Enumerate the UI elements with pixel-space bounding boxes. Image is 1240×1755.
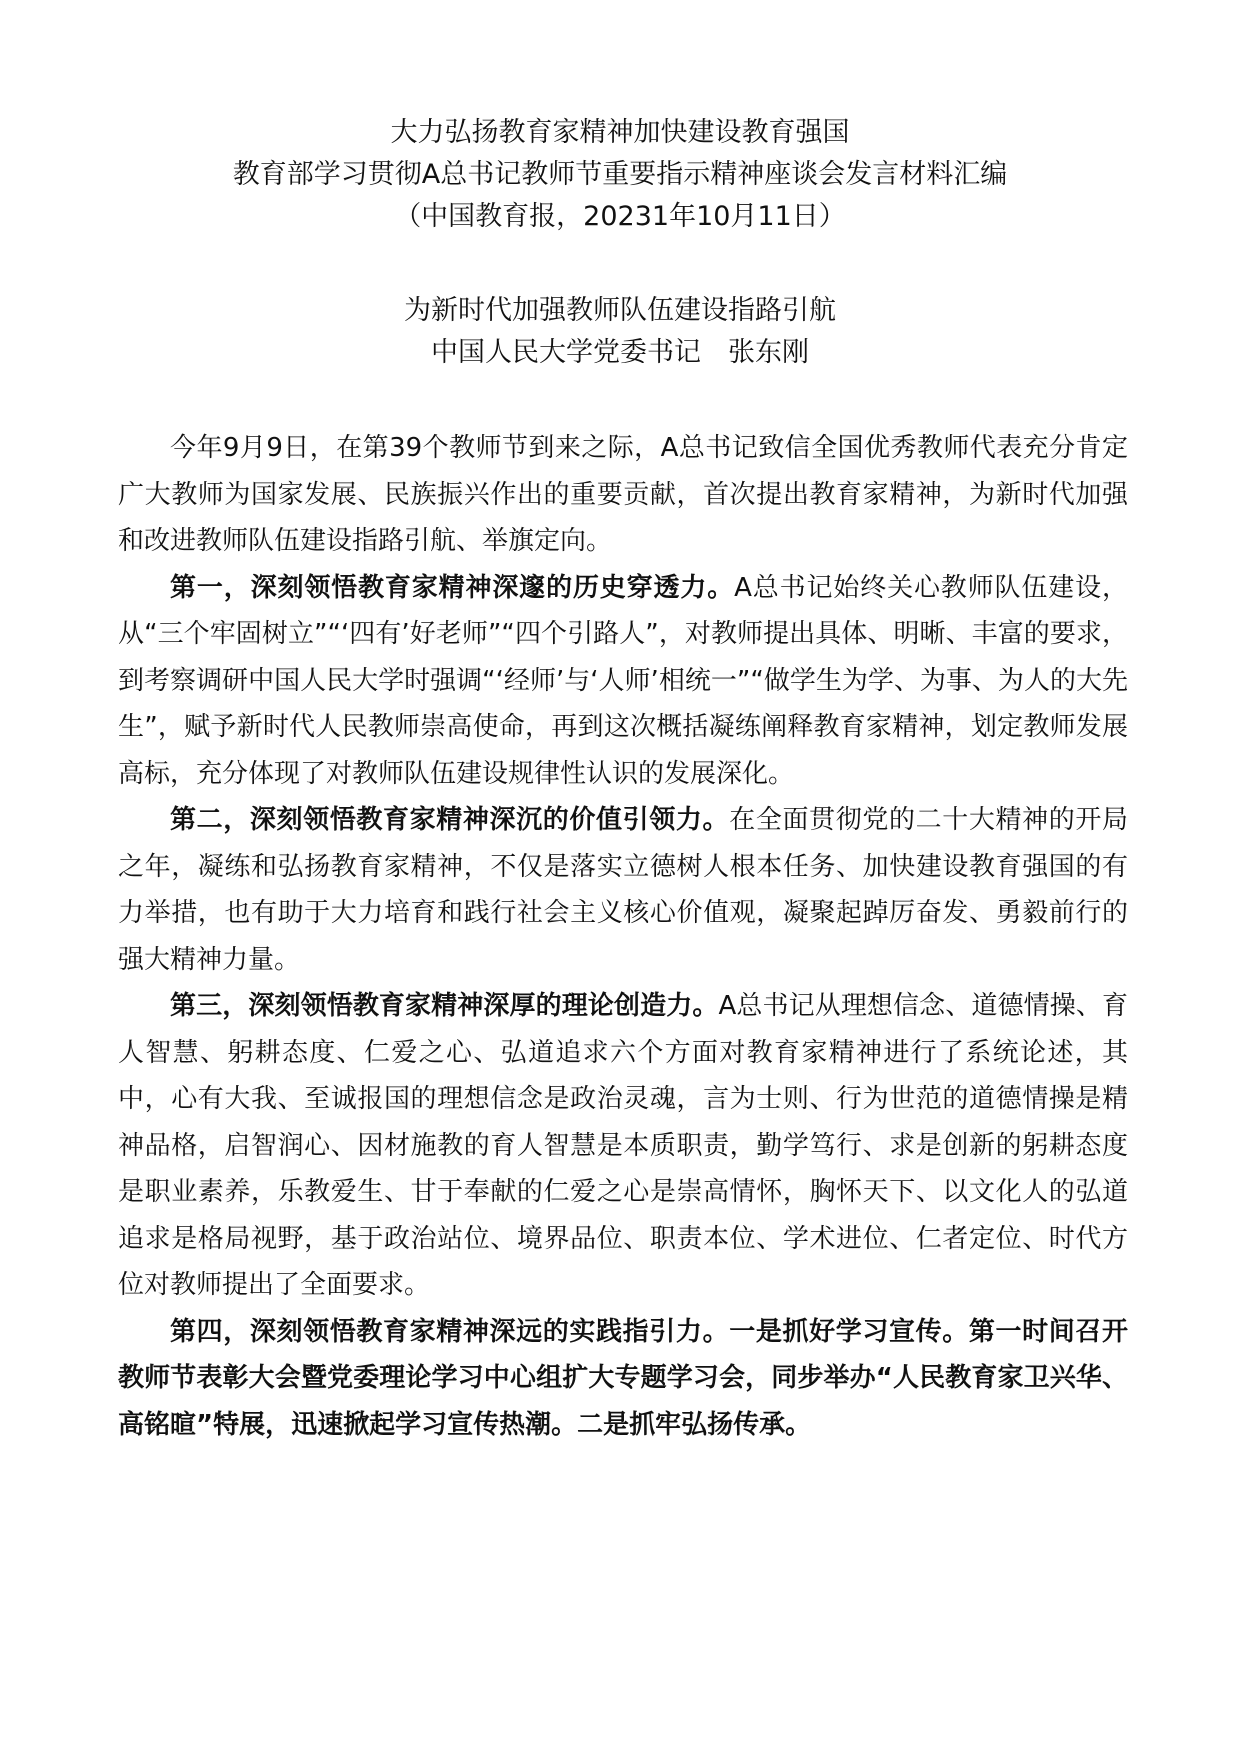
article-body — [118, 425, 1128, 1448]
document-subtitle: 教育部学习贯彻A总书记教师节重要指示精神座谈会发言材料汇编 — [232, 159, 1008, 190]
point-three-heading: 第三，深刻领悟教育家精神深厚的理论创造力。 — [170, 991, 719, 1021]
point-two-heading: 第二，深刻领悟教育家精神深沉的价值引领力。 — [170, 805, 730, 835]
document-title: 大力弘扬教育家精神加快建设教育强国 — [390, 117, 850, 148]
point-two-text: 在全面贯彻党的二十大精神的开局之年，凝练和弘扬教育家精神，不仅是落实立德树人根本任务、加快建设教育强国的有力举措，也有助于大力培育和践行社会主义核心价值观，凝聚起踔厉奋发、勇毅前行的强大精神力量。 — [118, 805, 1128, 975]
point-one-heading: 第一，深刻领悟教育家精神深邃的历史穿透力。 — [170, 572, 735, 603]
point-one-text: A总书记始终关心教师队伍建设，从“三个牢固树立”“‘四有’好老师”“四个引路人”，对教师提出具体、明晰、丰富的要求，到考察调研中国人民大学时强调“‘经师’与‘人师’相统一”“做学生为学、为事、为人的大先生”，赋予新时代人民教师崇高使命，再到这次概括凝练阐释教育家精神，划定教师发展高标，充分体现了对教师队伍建设规律性认识的发展深化。 — [118, 572, 1128, 789]
article-title: 为新时代加强教师队伍建设指路引航 — [404, 295, 836, 326]
point-three-text: A总书记从理想信念、道德情操、育人智慧、躬耕态度、仁爱之心、弘道追求六个方面对教育家精神进行了系统论述，其中，心有大我、至诚报国的理想信念是政治灵魂，言为士则、行为世范的道德情操是精神品格，启智润心、因材施教的育人智慧是本质职责，勤学笃行、求是创新的躬耕态度是职业素养，乐教爱生、甘于奉献的仁爱之心是崇高情怀，胸怀天下、以文化人的弘道追求是格局视野，基于政治站位、境界品位、职责本位、学术进位、仁者定位、时代方位对教师提出了全面要求。 — [118, 991, 1128, 1300]
point-three-paragraph — [118, 983, 1128, 1309]
article-author: 中国人民大学党委书记 张东刚 — [431, 337, 809, 368]
point-one-paragraph — [118, 565, 1128, 798]
point-two-paragraph — [118, 797, 1128, 983]
point-four-paragraph: 第四，深刻领悟教育家精神深远的实践指引力。一是抓好学习宣传。第一时间召开教师节表彰大会暨党委理论学习中心组扩大专题学习会，同步举办“人民教育家卫兴华、高铭暄”特展，迅速掀起学习宣传热潮。二是抓牢弘扬传承。 — [118, 1316, 1128, 1440]
intro-paragraph: 今年9月9日，在第39个教师节到来之际，A总书记致信全国优秀教师代表充分肯定广大教师为国家发展、民族振兴作出的重要贡献，首次提出教育家精神，为新时代加强和改进教师队伍建设指路引航、举旗定向。 — [118, 433, 1128, 556]
document-source: （中国教育报，20231年10月11日） — [394, 201, 846, 232]
document-header — [0, 112, 1240, 238]
article-header — [0, 290, 1240, 374]
